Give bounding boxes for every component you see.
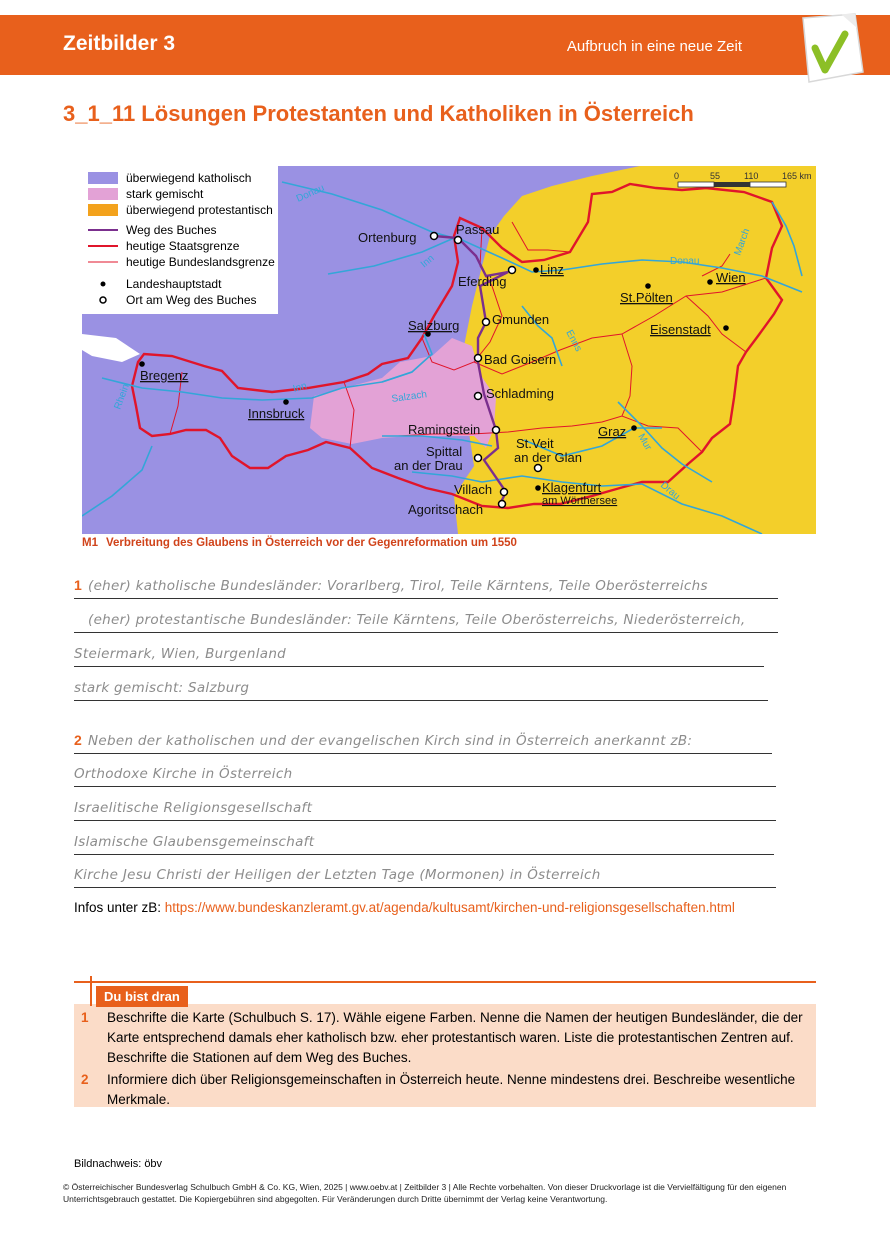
handwritten-answer: Islamische Glaubensgemeinschaft [74, 834, 315, 850]
legend-route: Weg des Buches [126, 223, 217, 237]
marker-spittal [475, 455, 482, 462]
marker-klagenfurt [535, 485, 541, 491]
marker-eisenstadt [723, 325, 729, 331]
label-eisenstadt: Eisenstadt [650, 322, 711, 337]
copyright-notice: © Österreichischer Bundesverlag Schulbuch GmbH & Co. KG, Wien, 2025 | www.oebv.at | Zeitbilder 3 | Alle Rechte vorbehalten. Von dieser Druckvorlage ist die Vervielfältigung für den eigenen Unterrichtsgebrauch gestattet. Die Kopiergebühren sind abgegolten. Für Veränderungen durch Dritte übernimmt der Verlag keine Verantwortung. [63, 1182, 787, 1204]
du-bist-dran-title: Du bist dran [96, 986, 188, 1007]
legend-capital: Landeshauptstadt [126, 277, 222, 291]
marker-innsbruck [283, 399, 289, 405]
label-passau: Passau [456, 222, 500, 237]
handwritten-answer: stark gemischt: Salzburg [74, 680, 250, 696]
page-header [0, 15, 890, 75]
label-st-veit-2: an der Glan [514, 450, 582, 465]
info-prefix: Infos unter zB: [74, 900, 165, 915]
handwritten-answer: Orthodoxe Kirche in Österreich [74, 766, 293, 782]
legend-catholic: überwiegend katholisch [126, 171, 252, 185]
answer-line-2-2 [74, 761, 776, 787]
checkmark-paper-logo [795, 12, 865, 84]
legend-state-border: heutige Staatsgrenze [126, 239, 240, 253]
label-ramingstein: Ramingstein [408, 422, 481, 437]
label-wien: Wien [716, 270, 746, 285]
river-label-inn-north: Inn [418, 252, 437, 271]
handwritten-answer: Israelitische Religionsgesellschaft [74, 800, 313, 816]
info-link[interactable]: https://www.bundeskanzleramt.gv.at/agenda/kultusamt/kirchen-und-religionsgesellschaften.html [164, 900, 735, 915]
box-top-rule [74, 981, 816, 983]
scale-0: 0 [674, 171, 680, 181]
label-st-poelten: St.Pölten [620, 290, 673, 305]
marker-eferding [509, 267, 516, 274]
label-schladming: Schladming [486, 386, 554, 401]
caption-text: Verbreitung des Glaubens in Österreich vor der Gegenreformation um 1550 [105, 537, 517, 549]
austria-religion-map [82, 166, 816, 534]
answer-line-2-4 [74, 829, 774, 855]
label-linz: Linz [540, 262, 564, 277]
info-line [74, 900, 735, 915]
label-bregenz: Bregenz [140, 368, 189, 383]
river-label-enns: Enns [563, 328, 584, 354]
handwritten-answer: Kirche Jesu Christi der Heiligen der Letzten Tage (Mormonen) in Österreich [74, 867, 601, 883]
river-label-mur: Mur [635, 432, 654, 453]
marker-graz [631, 425, 637, 431]
label-agoritschach: Agoritschach [408, 502, 484, 517]
task-item-number: 2 [81, 1072, 89, 1087]
map-legend [82, 166, 278, 314]
label-bad-goisern: Bad Goisern [484, 352, 557, 367]
map-caption [82, 537, 517, 549]
label-villach: Villach [454, 482, 493, 497]
task-item-text: Informiere dich über Religionsgemeinschaften in Österreich heute. Nenne mindestens drei. Beschreibe wesentliche Merkmale. [107, 1072, 796, 1107]
label-klagenfurt-1: Klagenfurt [542, 480, 602, 495]
label-ortenburg: Ortenburg [358, 230, 417, 245]
answer-line-2-3 [74, 795, 776, 821]
label-spittal-1: Spittal [426, 444, 463, 459]
handwritten-answer: Steiermark, Wien, Burgenland [74, 646, 287, 662]
river-label-donau-west: Donau [294, 182, 327, 205]
label-st-veit-1: St.Veit [516, 436, 554, 451]
river-label-salzach: Salzach [390, 389, 428, 405]
handwritten-answer: Neben der katholischen und der evangelischen Kirch sind in Österreich anerkannt zB: [88, 733, 693, 749]
brand-title: Zeitbilder 3 [63, 32, 176, 55]
marker-wien [707, 279, 713, 285]
river-label-donau-east: Donau [670, 256, 700, 267]
marker-linz [533, 267, 539, 273]
du-bist-dran-box [74, 982, 816, 1107]
legend-protestant-swatch [88, 204, 118, 216]
answer-line-1-2 [74, 607, 778, 633]
marker-st-veit [535, 465, 542, 472]
caption-number: M1 [82, 537, 98, 549]
scale-110: 110 [744, 171, 759, 181]
marker-st-poelten [645, 283, 651, 289]
river-label-rhein: Rhein [112, 382, 132, 412]
handwritten-answer: (eher) protestantische Bundesländer: Teile Kärntens, Teile Oberösterreichs, Niederösterreich, [88, 612, 746, 628]
river-label-inn-tirol: Inn [291, 380, 309, 395]
page-title: 3_1_11 Lösungen Protestanten und Katholiken in Österreich [63, 101, 694, 126]
marker-bad-goisern [475, 355, 482, 362]
legend-capital-dot [101, 282, 106, 287]
answer-line-1-3 [74, 641, 764, 667]
answer-line-1-1 [74, 573, 778, 599]
river-label-drau: Drau [658, 479, 682, 503]
marker-gmunden [483, 319, 490, 326]
task2-number: 2 [74, 732, 82, 748]
answer-line-2-1 [74, 728, 772, 754]
marker-agoritschach [499, 501, 506, 508]
label-salzburg: Salzburg [408, 318, 460, 333]
marker-passau [455, 237, 462, 244]
legend-mixed: stark gemischt [126, 187, 204, 201]
legend-route-place-circle [100, 297, 106, 303]
legend-state-boundary: heutige Bundeslandsgrenze [126, 255, 275, 269]
handwritten-answer: (eher) katholische Bundesländer: Vorarlberg, Tirol, Teile Kärntens, Teile Oberösterreichs [88, 578, 708, 594]
label-graz: Graz [598, 424, 627, 439]
label-spittal-2: an der Drau [394, 458, 463, 473]
legend-catholic-swatch [88, 172, 118, 184]
marker-bregenz [139, 361, 145, 367]
answer-line-1-4 [74, 675, 768, 701]
task-item-number: 1 [81, 1010, 89, 1025]
marker-villach [501, 489, 508, 496]
image-credit: Bildnachweis: öbv [74, 1158, 163, 1170]
task-item-text: Beschrifte die Karte (Schulbuch S. 17). Wähle eigene Farben. Nenne die Namen der heutigen Bundesländer, die der Karte entsprechend damals eher katholisch bzw. eher protestantisch waren. Liste die protestantischen Zentren auf. Beschrifte die Stationen auf dem Weg des Buches. [107, 1010, 803, 1065]
marker-ramingstein [493, 427, 500, 434]
legend-mixed-swatch [88, 188, 118, 200]
river-label-march: March [732, 227, 753, 258]
task1-number: 1 [74, 577, 82, 593]
scale-55: 55 [710, 171, 721, 181]
label-innsbruck: Innsbruck [248, 406, 305, 421]
marker-schladming [475, 393, 482, 400]
header-subtitle: Aufbruch in eine neue Zeit [566, 38, 742, 55]
tab-marker [90, 976, 92, 1006]
label-gmunden: Gmunden [492, 312, 550, 327]
marker-ortenburg [431, 233, 438, 240]
scale-165: 165 km [782, 171, 812, 181]
label-eferding: Eferding [458, 274, 507, 289]
legend-route-place: Ort am Weg des Buches [126, 293, 257, 307]
legend-protestant: überwiegend protestantisch [126, 203, 273, 217]
label-klagenfurt-2: am Wörthersee [542, 495, 618, 507]
answer-line-2-5 [74, 862, 776, 888]
